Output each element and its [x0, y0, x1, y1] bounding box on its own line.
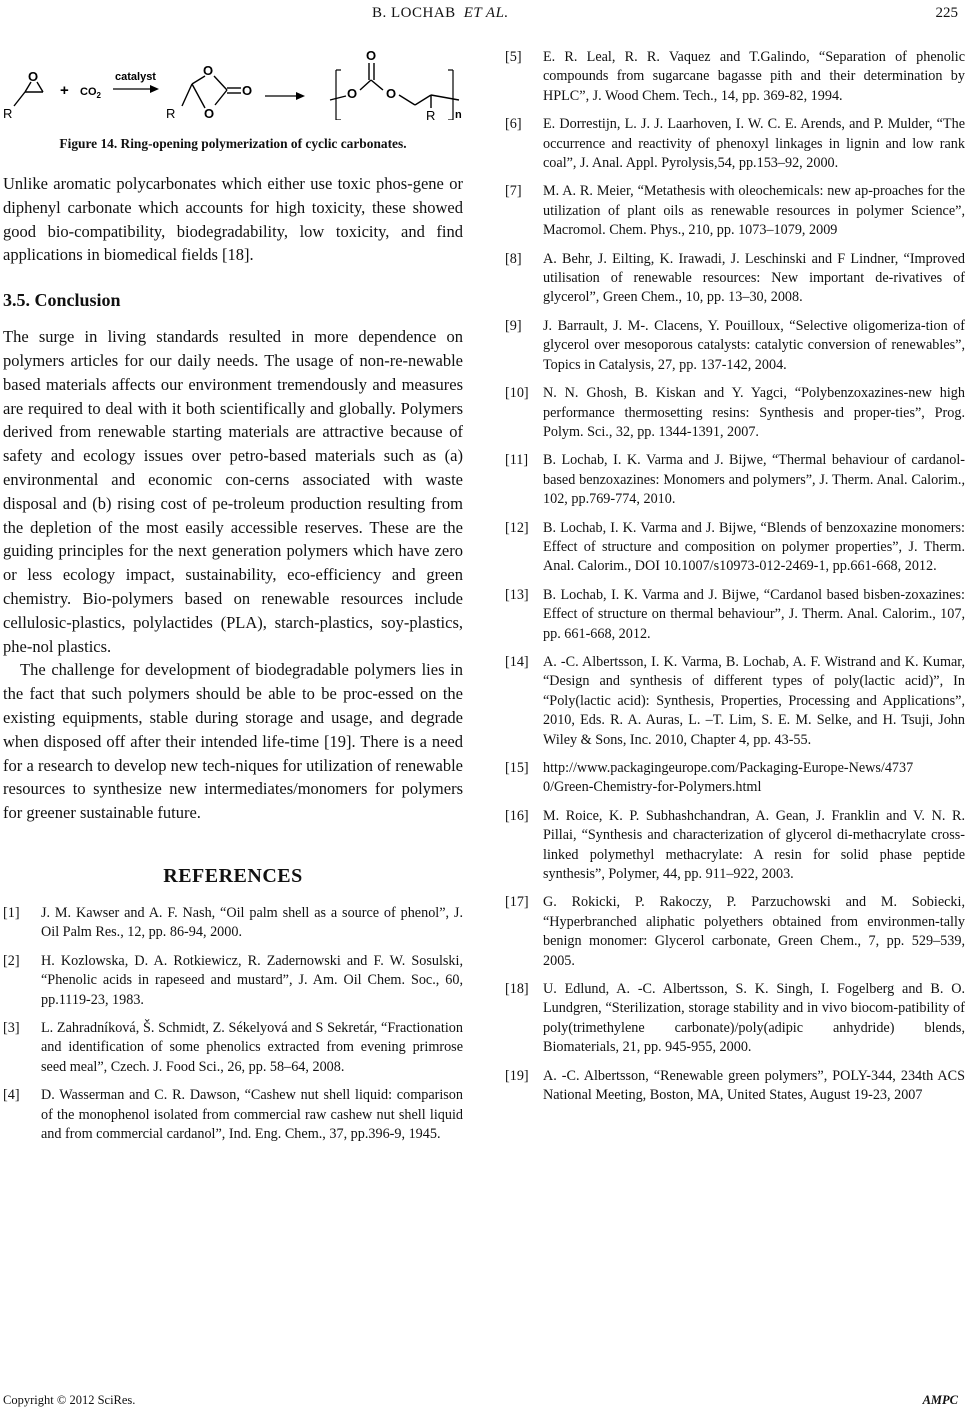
co2-label: $CO_2$: [80, 86, 101, 100]
reference-number: [11]: [505, 452, 529, 469]
polycarbonate-structure: [330, 48, 462, 120]
reaction-scheme-drawing: [3, 40, 463, 120]
reference-item: [3, 1019, 463, 1077]
arrow-1: [113, 85, 159, 93]
reference-text: U. Edlund, A. -C. Albertsson, S. K. Singh, I. Fogelberg and B. O. Lundgren, “Sterilization, storage stability and in vivo biocom-patibility of poly(trimethylene carbonate)/poly(adipic anhydride) blends, Biomaterials, 21, pp. 945-955, 2000.: [543, 981, 965, 1056]
repeat-unit-n: n: [455, 109, 462, 120]
reference-text: B. Lochab, I. K. Varma and J. Bijwe, “Thermal behaviour of cardanol-based benzoxazines: Monomers and polymers”, J. Therm. Anal. Calorim., 102, pp.769-774, 2010.: [543, 452, 965, 508]
reference-number: [1]: [3, 904, 20, 921]
conclusion-paragraph-1: The surge in living standards resulted in more dependence on polymers articles for our daily needs. The usage of non-re-newable based materials affects our environment tremendously and measures are required to deal with it both scientifically and globally. Polymers derived from renewable starting materials are attractive because of safety and ecology issues over petro-based materials such as (a) environmental and economic con-cerns associated with waste disposal and (b) rising cost of pe-troleum production resulting from the depletion of the most easily accessible reserves. These are the guiding principles for the next generation polymers which have zero or less ecology impact, sustainability, eco-efficiency and green chemistry. Bio-polymers based on renewable resources include cellulosic-plastics, polylactides (PLA), starch-plastics, soy-plastics, phe-nol plastics.: [3, 327, 463, 656]
reference-item: [3, 1086, 463, 1144]
poly-r-group: R: [426, 108, 436, 120]
reference-number: [15]: [505, 760, 529, 776]
reference-text: A. -C. Albertsson, I. K. Varma, B. Lochab, A. F. Wistrand and K. Kumar, “Design and synthesis of different types of poly(lactic acid)”, In “Poly(lactic acid): Synthesis, Properties, Processing and Applications”, 2010, Eds. R. A. Auras, L. –T. Lim, S. E. M. Selke, and H. Tsuji, John Wiley & Sons, Inc. 2010, Chapter 4, pp. 43-55.: [543, 653, 965, 748]
reference-text: B. Lochab, I. K. Varma and J. Bijwe, “Cardanol based bisben-zoxazines: Effect of structure on thermal behaviour”, J. Therm. Anal. Calorim., 107, pp. 661-668, 2012.: [543, 586, 965, 642]
reference-item: [505, 519, 965, 577]
journal-abbreviation: AMPC: [922, 1393, 958, 1407]
reference-text: E. Dorrestijn, L. J. J. Laarhoven, I. W. C. E. Arends, and P. Mulder, “The occurrence and reactivity of phenoxyl linkages in lignin and low rank coal”, J. Anal. Appl. Pyrolysis,54, pp.153–92, 2000.: [543, 116, 965, 172]
running-author: B. LOCHAB ET AL.: [372, 5, 509, 21]
reference-item: [505, 451, 965, 509]
reference-text: B. Lochab, I. K. Varma and J. Bijwe, “Blends of benzoxazine monomers: Effect of structure and composition on polymer properties”, J. Therm. Anal. Calorim., DOI 10.1007/s10973-012-2469-1, pp.661-668, 2012.: [543, 519, 965, 575]
copyright-notice: Copyright © 2012 SciRes.: [3, 1393, 136, 1407]
reference-number: [6]: [505, 116, 522, 133]
reference-number: [4]: [3, 1087, 20, 1104]
poly-oxygen-left: O: [347, 86, 358, 101]
reference-text: J. Barrault, J. M-. Clacens, Y. Pouilloux, “Selective oligomeriza-tion of glycerol over mesoporous catalysts: catalytic conversion of renewables”, Topics in Catalysis, 27, pp. 137-142, 2004.: [543, 317, 965, 373]
poly-oxygen-right: O: [386, 86, 397, 101]
reference-item: [505, 586, 965, 644]
reference-item: [505, 182, 965, 240]
catalyst-label: catalyst: [115, 71, 156, 83]
references-heading: REFERENCES: [163, 864, 303, 887]
reference-item: [3, 952, 463, 1010]
reference-item: [505, 317, 965, 375]
carbonate-oxygen-bottom: O: [204, 106, 215, 120]
reference-number: [7]: [505, 183, 522, 200]
page-header: [0, 0, 968, 28]
carbonate-oxygen-top: O: [203, 63, 214, 78]
right-column: [505, 48, 965, 1115]
epoxide-structure: [3, 69, 43, 120]
reference-number: [14]: [505, 653, 529, 670]
epoxide-oxygen: O: [28, 69, 39, 84]
epoxide-r-group: R: [3, 106, 13, 120]
reference-item: [3, 904, 463, 943]
reference-text: M. A. R. Meier, “Metathesis with oleochemicals: new ap-proaches for the utilization of plant oils as renewable resources in polymer Science”, Macromol. Chem. Phys., 210, pp. 1073–1079, 2009: [543, 183, 965, 239]
reference-text: N. N. Ghosh, B. Kiskan and Y. Yagci, “Polybenzoxazines-new high performance thermosetting resins: Synthesis and proper-ties”, Prog. Polym. Sci., 32, pp. 1344-1391, 2007.: [543, 385, 965, 440]
reference-number: [13]: [505, 586, 529, 603]
figure-caption: Figure 14. Ring-opening polymerization of cyclic carbonates.: [59, 136, 407, 151]
reference-number: [8]: [505, 250, 522, 267]
running-author-suffix: ET AL.: [463, 5, 509, 21]
reference-item: [505, 48, 965, 106]
reference-text: http://www.packagingeurope.com/Packaging-Europe-News/4737 0/Green-Chemistry-for-Polymers.html: [543, 760, 914, 796]
carbonate-oxygen-carbonyl: O: [242, 83, 253, 98]
reference-item: [505, 980, 965, 1058]
figure-14-scheme: [3, 40, 463, 120]
reference-item: [505, 893, 965, 971]
reference-text: D. Wasserman and C. R. Dawson, “Cashew nut shell liquid: comparison of the monophenol isolated from commercial raw cashew nut shell liquid and from commercial cardanol”, Ind. Eng. Chem., 37, pp.396-9, 1945.: [41, 1087, 463, 1142]
reference-number: [9]: [505, 317, 522, 334]
reference-text: J. M. Kawser and A. F. Nash, “Oil palm shell as a source of phenol”, J. Oil Palm Res., 12, pp. 86-94, 2000.: [41, 904, 463, 941]
reference-number: [18]: [505, 981, 529, 998]
reference-text: A. Behr, J. Eilting, K. Irawadi, J. Leschinski and F Lindner, “Improved utilisation of renewable resources: New important de-rivatives of glycerol”, Green Chem., 10, pp. 13–30, 2008.: [543, 250, 965, 306]
body-paragraph: Unlike aromatic polycarbonates which either use toxic phos-gene or diphenyl carbonate which accounts for high toxicity, these showed good bio-compatibility, biodegradability, low toxicity, and find applications in biomedical fields [18].: [3, 174, 463, 265]
reference-item: [505, 653, 965, 750]
reference-text: L. Zahradníková, Š. Schmidt, Z. Sékelyová and S Sekretár, “Fractionation and identification of some phenolics extracted from evening primrose seed meal”, Czech. J. Food Sci., 26, pp. 58–64, 2008.: [41, 1019, 463, 1075]
reference-item: [505, 759, 965, 798]
reference-item: [505, 250, 965, 308]
reference-number: [17]: [505, 894, 529, 911]
reference-item: [505, 384, 965, 442]
carbonate-r-group: R: [166, 106, 176, 120]
reference-text: G. Rokicki, P. Rakoczy, P. Parzuchowski and M. Sobiecki, “Hyperbranched aliphatic polyethers obtained from environmen-tally benign monomer: Glycerol carbonate, Green Chem., 7, pp. 529–539, 2005.: [543, 894, 965, 969]
reference-item: [505, 807, 965, 885]
conclusion-paragraph-2: The challenge for development of biodegradable polymers lies in the fact that such polymers should be able to be proc-essed on the existing equipments, stable during storage and usage, and degrade when disposed off after their intended life-time [19]. There is a need for a research to develop new tech-niques for utilization of renewable resources to synthesize new intermediates/monomers for polymers for greener sustainable future.: [3, 660, 463, 823]
reference-item: [505, 1067, 965, 1106]
reference-number: [3]: [3, 1019, 20, 1036]
reference-number: [19]: [505, 1067, 529, 1084]
reference-number: [2]: [3, 952, 20, 969]
reference-number: [10]: [505, 385, 529, 402]
reference-text: E. R. Leal, R. R. Vaquez and T.Galindo, “Separation of phenolic compounds from sugarcane bagasse pith and their determination by HPLC”, J. Wood Chem. Tech., 14, pp. 369-82, 1994.: [543, 49, 965, 104]
reference-number: [12]: [505, 519, 529, 536]
reference-number: [16]: [505, 807, 529, 824]
reference-item: [505, 115, 965, 173]
arrow-2: [265, 92, 305, 100]
poly-carbonyl-oxygen: O: [366, 48, 377, 63]
left-column: [3, 40, 463, 1153]
reference-text: H. Kozlowska, D. A. Rotkiewicz, R. Zadernowski and F. W. Sosulski, “Phenolic acids in rapeseed and mustard”, J. Am. Oil Chem. Soc., 60, pp.1119-23, 1983.: [41, 952, 463, 1008]
section-heading: 3.5. Conclusion: [3, 290, 121, 311]
reference-text: M. Roice, K. P. Subhashchandran, A. Gean, J. Franklin and V. N. R. Pillai, “Synthesis and characterization of glycerol di-methacrylate cross-linked polymethyl methacrylate: A resin for solid phase peptide synthesis”, Polymer, 44, pp. 911–922, 2003.: [543, 807, 965, 883]
page-number: 225: [935, 5, 958, 21]
reference-text: A. -C. Albertsson, “Renewable green polymers”, POLY-344, 234th ACS National Meeting, Boston, MA, United States, August 19-23, 2007: [543, 1067, 965, 1104]
cyclic-carbonate-structure: [166, 63, 252, 120]
plus-sign: +: [60, 82, 69, 99]
reference-number: [5]: [505, 49, 522, 65]
